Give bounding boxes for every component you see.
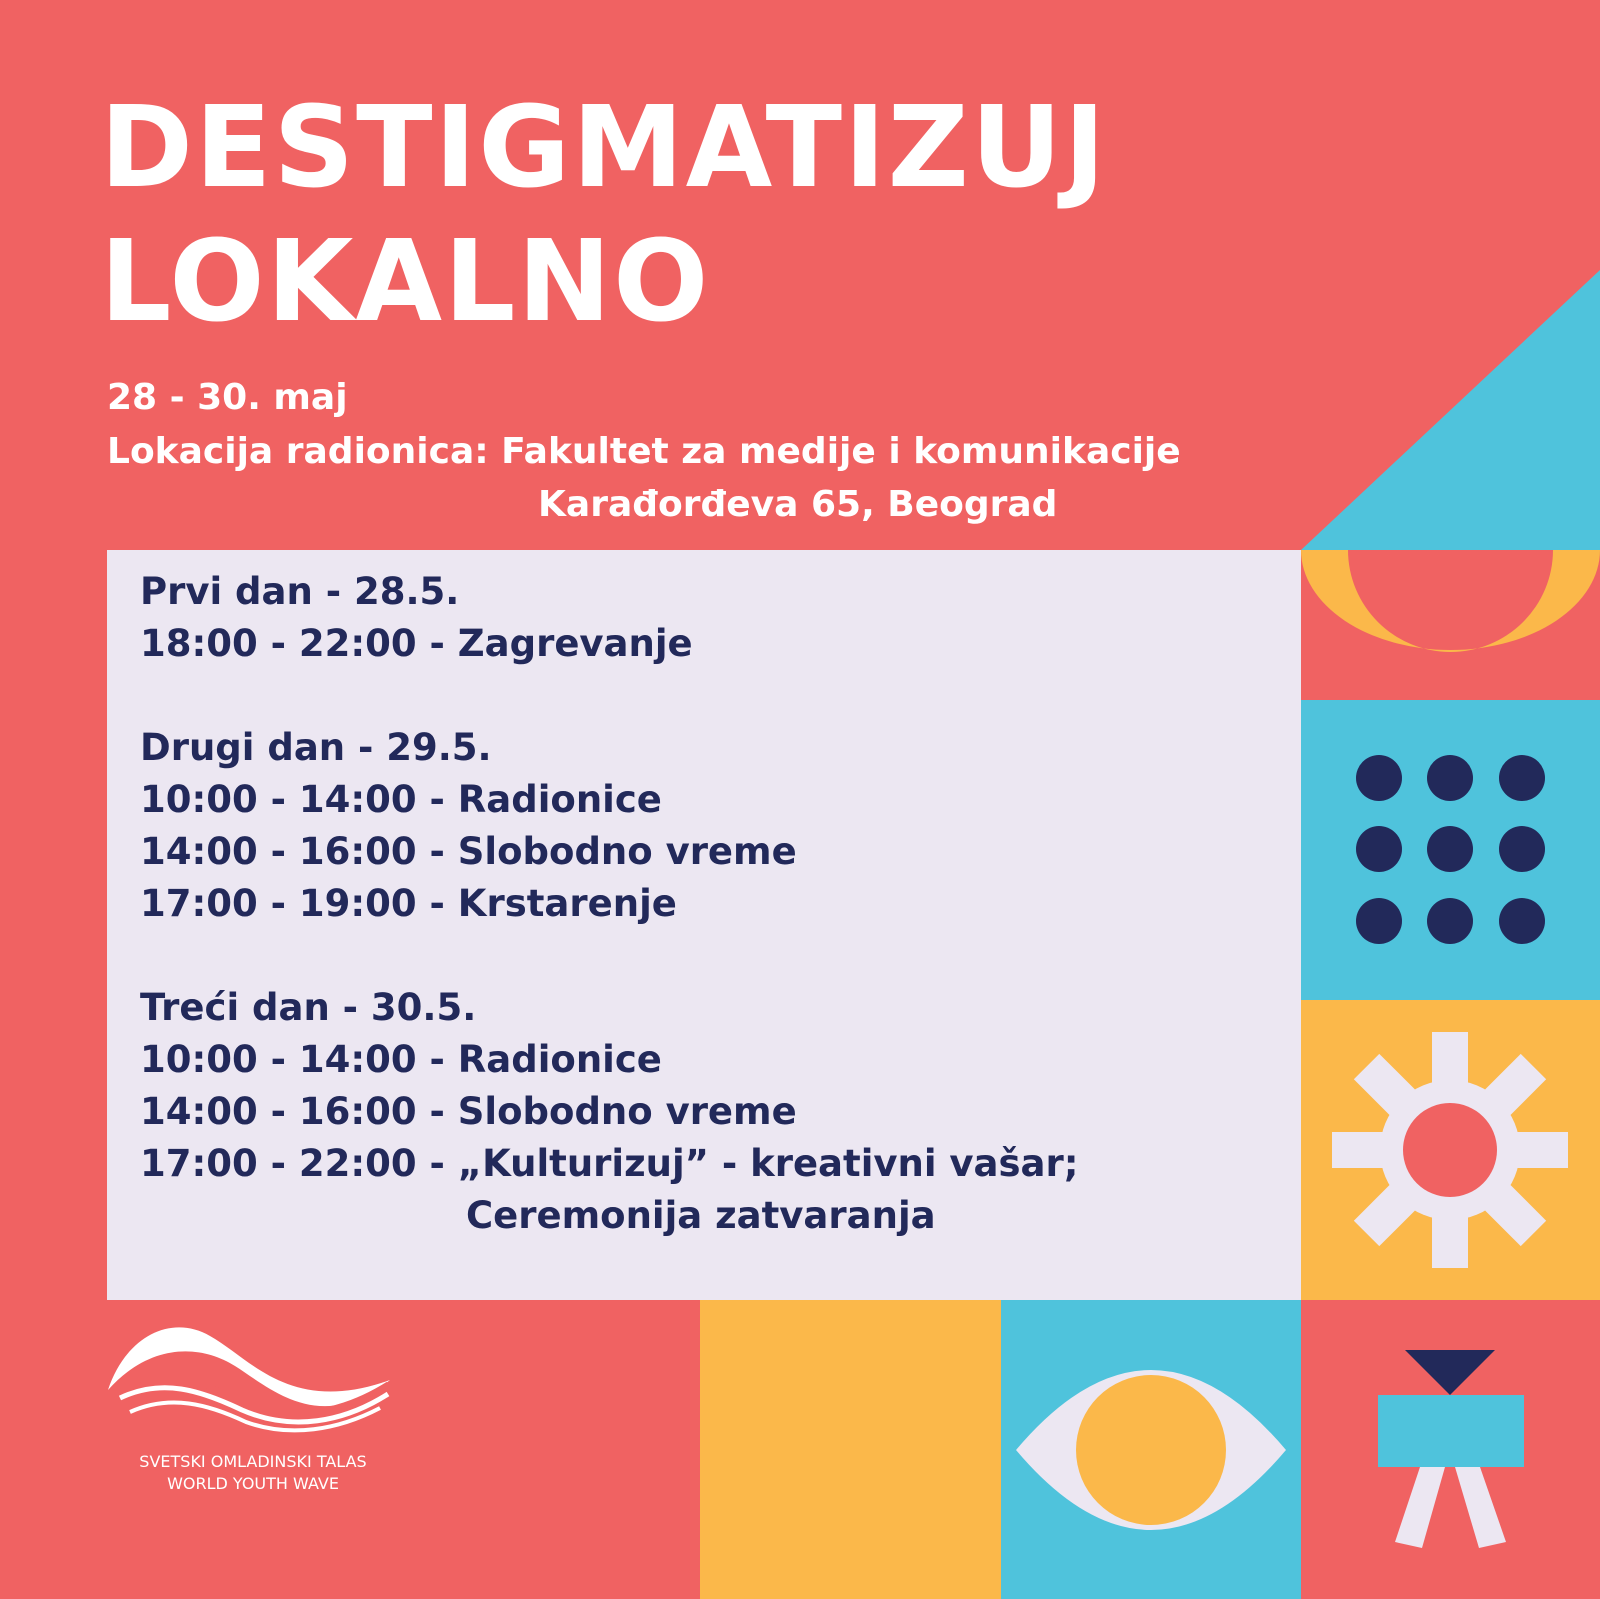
schedule-item: 10:00 - 14:00 - Radionice [140,1038,662,1081]
schedule-item-continuation: Ceremonija zatvaranja [466,1194,936,1237]
logo-line-2: WORLD YOUTH WAVE [167,1474,339,1493]
day-heading: Prvi dan - 28.5. [140,570,460,613]
title-line-2: LOKALNO [100,217,711,347]
schedule-item: 10:00 - 14:00 - Radionice [140,778,662,821]
flower-tile [1301,1000,1600,1300]
schedule-item: 14:00 - 16:00 - Slobodno vreme [140,830,797,873]
schedule-item: 18:00 - 22:00 - Zagrevanje [140,622,693,665]
day-heading: Drugi dan - 29.5. [140,726,492,769]
event-dates: 28 - 30. maj [107,377,348,418]
dots-tile [1301,700,1600,1000]
title-line-1: DESTIGMATIZUJ [100,83,1108,213]
half-ring-tile [1301,550,1600,700]
event-address: Karađorđeva 65, Beograd [538,484,1058,525]
schedule-item: 14:00 - 16:00 - Slobodno vreme [140,1090,797,1133]
schedule-item: 17:00 - 19:00 - Krstarenje [140,882,677,925]
cyan-triangle-tile [1301,270,1600,550]
schedule-panel [107,550,1301,1300]
schedule-item: 17:00 - 22:00 - „Kulturizuj” - kreativni vašar; [140,1142,1079,1185]
wave-logo-icon [100,1318,400,1433]
yellow-tile [700,1300,1001,1599]
schedule-list [140,566,1079,1242]
day-heading: Treći dan - 30.5. [140,986,477,1029]
figure-tile [1301,1300,1600,1599]
event-location: Lokacija radionica: Fakultet za medije i komunikacije [107,431,1181,472]
logo-text [108,1451,398,1495]
logo-line-1: SVETSKI OMLADINSKI TALAS [139,1452,367,1471]
eye-tile [1001,1300,1301,1599]
dot-grid-icon [1356,755,1545,944]
